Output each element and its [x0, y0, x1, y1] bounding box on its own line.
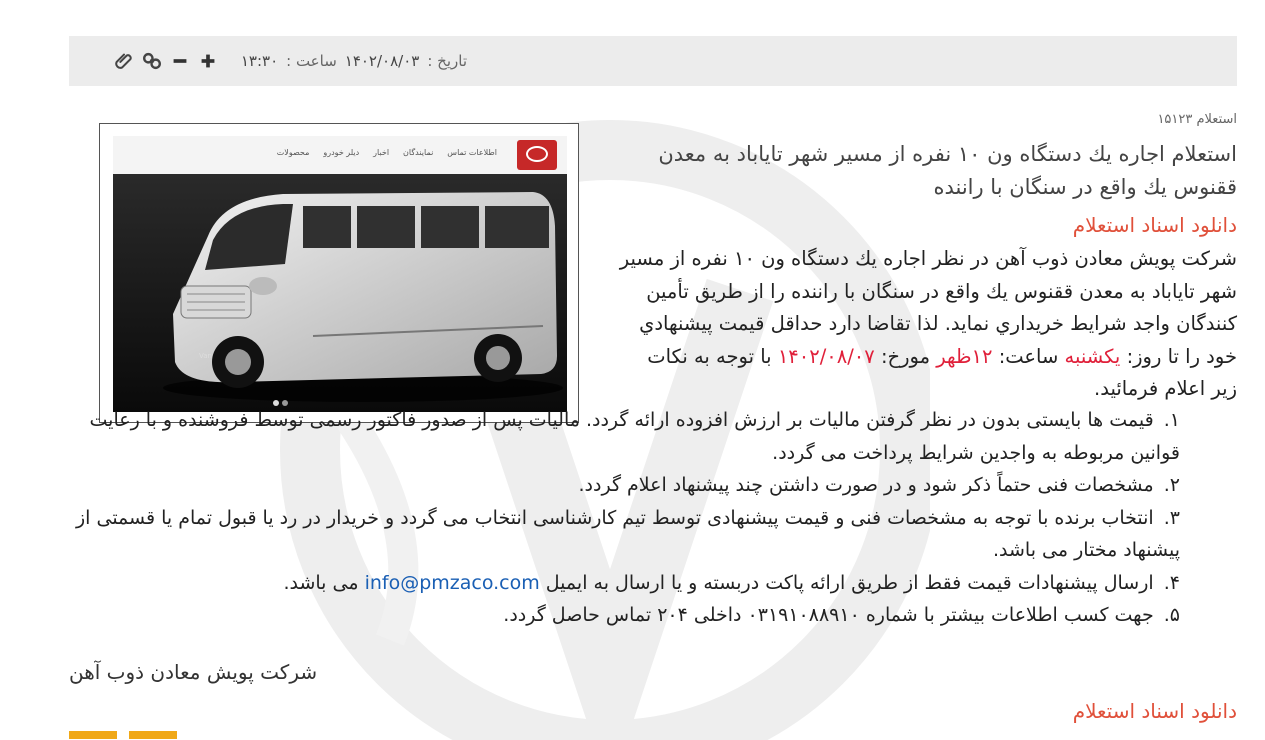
time-text: ساعت:: [998, 344, 1059, 368]
download-documents-link[interactable]: دانلود اسناد استعلام: [1072, 213, 1237, 237]
plus-icon[interactable]: [197, 50, 219, 72]
list-item: [60, 502, 1180, 567]
image-nav-item: دیلر خودرو: [323, 148, 360, 157]
company-signature: شرکت پویش معادن ذوب آهن: [69, 660, 318, 684]
item-number: ۵.: [1163, 604, 1180, 626]
image-nav-item: نمایندگان: [403, 148, 434, 157]
deadline-date: ۱۴۰۲/۰۸/۰۷: [777, 344, 875, 368]
image-nav-item: اطلاعات تماس: [447, 148, 497, 157]
van-illustration: [113, 136, 567, 412]
item-text: جهت کسب اطلاعات بیشتر با شماره ۰۳۱۹۱۰۸۸۹۱۰ داخلی ۲۰۴ تماس حاصل گردد.: [503, 604, 1154, 626]
item-text-end: می باشد.: [283, 571, 359, 594]
date-value: ۱۴۰۲/۰۸/۰۳: [344, 52, 420, 70]
publish-meta: [241, 36, 467, 86]
list-item: [60, 404, 1180, 469]
list-item: [60, 567, 1180, 600]
closing-text: با توجه به نكات زير اعلام فرمائيد.: [647, 344, 1237, 400]
conditions-list: [60, 404, 1180, 632]
deadline-time: ۱۲ظهر: [936, 344, 993, 368]
article-toolbar: [69, 36, 1237, 86]
article-title: استعلام اجاره يك دستگاه ون ۱۰ نفره از مسير شهر تاياباد به معدن ققنوس يك واقع در سنگان با راننده: [658, 142, 1237, 199]
item-number: ۱.: [1163, 409, 1180, 431]
item-text: ارسال پیشنهادات قیمت فقط از طریق ارائه پاکت دربسته و یا ارسال به ایمیل: [545, 571, 1154, 594]
item-text: انتخاب برنده با توجه به مشخصات فنی و قیمت پیشنهادی توسط تیم کارشناسی انتخاب می گردد و خریدار در رد یا قبول تمام یا قسمتی از پیشنهاد مختار می باشد.: [75, 506, 1180, 561]
van-badge: Van: [199, 352, 212, 360]
attachment-icon[interactable]: [113, 50, 135, 72]
time-value: ۱۳:۳۰: [240, 52, 279, 70]
item-number: ۴.: [1163, 571, 1180, 594]
link-icon[interactable]: [141, 50, 163, 72]
deadline-day: يكشنبه: [1064, 344, 1121, 368]
list-item: [60, 599, 1180, 632]
image-nav-item: محصولات: [276, 148, 310, 157]
inquiry-number: استعلام ۱۵۱۲۳: [1157, 112, 1237, 127]
date-label: تاریخ :: [427, 52, 467, 70]
van-photo: [113, 136, 567, 412]
toolbar-tools: [113, 36, 223, 86]
download-documents-link-bottom[interactable]: دانلود اسناد استعلام: [1072, 699, 1237, 723]
email-link[interactable]: info@pmzaco.com: [364, 571, 540, 594]
intro-text: شركت پويش معادن ذوب آهن در نظر اجاره يك دستگاه ون ۱۰ نفره از مسير شهر تاياباد به معدن ققنوس يك واقع در سنگان با راننده را از طريق تأمين كنندگان واجد شرايط خريداري نمايد. لذا تقاضا دارد حداقل قيمت پيشنهادي خود را تا روز:: [619, 247, 1237, 368]
article-intro: [617, 243, 1237, 406]
item-number: ۲.: [1163, 474, 1180, 496]
image-nav-item: اخبار: [373, 148, 390, 157]
article-image: [99, 123, 579, 423]
item-text: مشخصات فنی حتماً ذکر شود و در صورت داشتن چند پیشنهاد اعلام گردد.: [578, 474, 1154, 496]
list-item: [60, 469, 1180, 502]
dated-text: مورخ:: [880, 344, 931, 368]
item-number: ۳.: [1163, 506, 1180, 529]
time-label: ساعت :: [286, 52, 337, 70]
minus-icon[interactable]: [169, 50, 191, 72]
item-text: قیمت ها بایستی بدون در نظر گرفتن مالیات بر ارزش افزوده ارائه گردد. مالیات پس از صدور فاکتور رسمی توسط فروشنده و با رعایت قوانین مربوطه به واجدین شرایط پرداخت می گردد.: [89, 409, 1180, 464]
